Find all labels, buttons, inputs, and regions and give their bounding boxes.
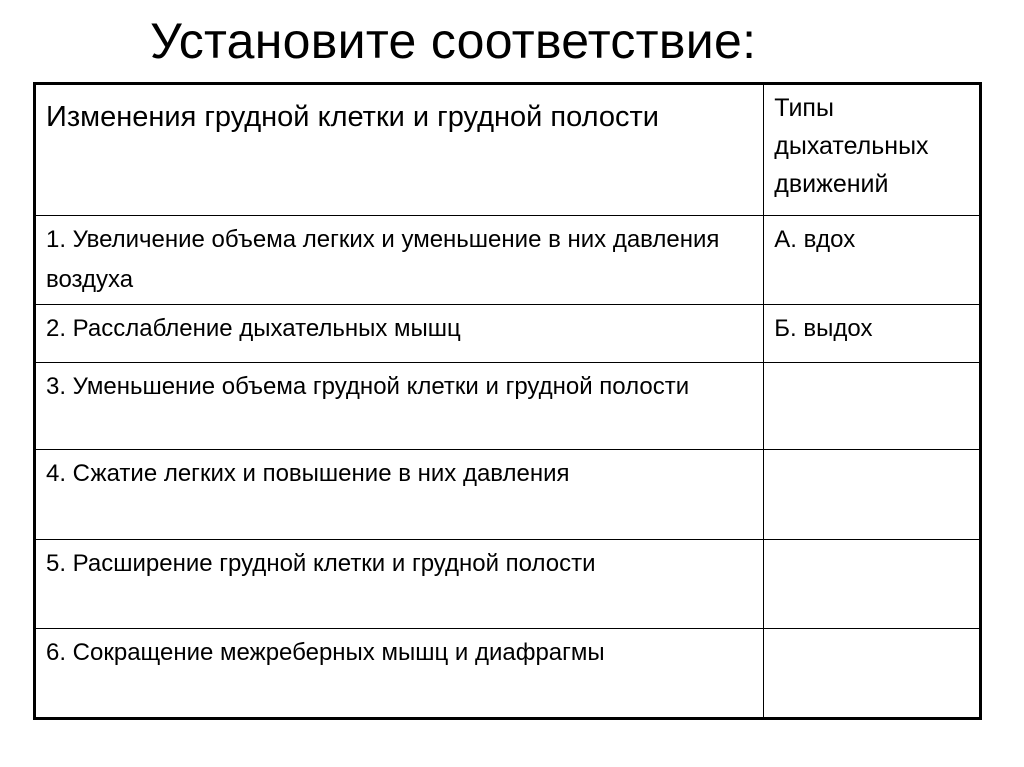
row-6-change: 6. Сокращение межреберных мышц и диафрагмы [35, 629, 764, 719]
row-3-change: 3. Уменьшение объема грудной клетки и грудной полости [35, 363, 764, 450]
page-title: Установите соответствие: [150, 13, 757, 69]
row-5-change: 5. Расширение грудной клетки и грудной полости [35, 540, 764, 629]
table-row [35, 216, 981, 305]
table-row [35, 450, 981, 540]
row-2-type: Б. выдох [764, 305, 981, 363]
row-2-change: 2. Расслабление дыхательных мышц [35, 305, 764, 363]
row-1-type: А. вдох [764, 216, 981, 305]
header-changes: Изменения грудной клетки и грудной полости [35, 84, 764, 216]
header-types: Типы дыхательных движений [764, 84, 981, 216]
row-5-type [764, 540, 981, 629]
table-row [35, 363, 981, 450]
row-4-change: 4. Сжатие легких и повышение в них давления [35, 450, 764, 540]
row-4-type [764, 450, 981, 540]
table-row [35, 629, 981, 719]
row-1-change: 1. Увеличение объема легких и уменьшение в них давления воздуха [35, 216, 764, 305]
matching-table [33, 82, 982, 720]
table-row [35, 305, 981, 363]
row-6-type [764, 629, 981, 719]
table-header-row [35, 84, 981, 216]
table-row [35, 540, 981, 629]
row-3-type [764, 363, 981, 450]
